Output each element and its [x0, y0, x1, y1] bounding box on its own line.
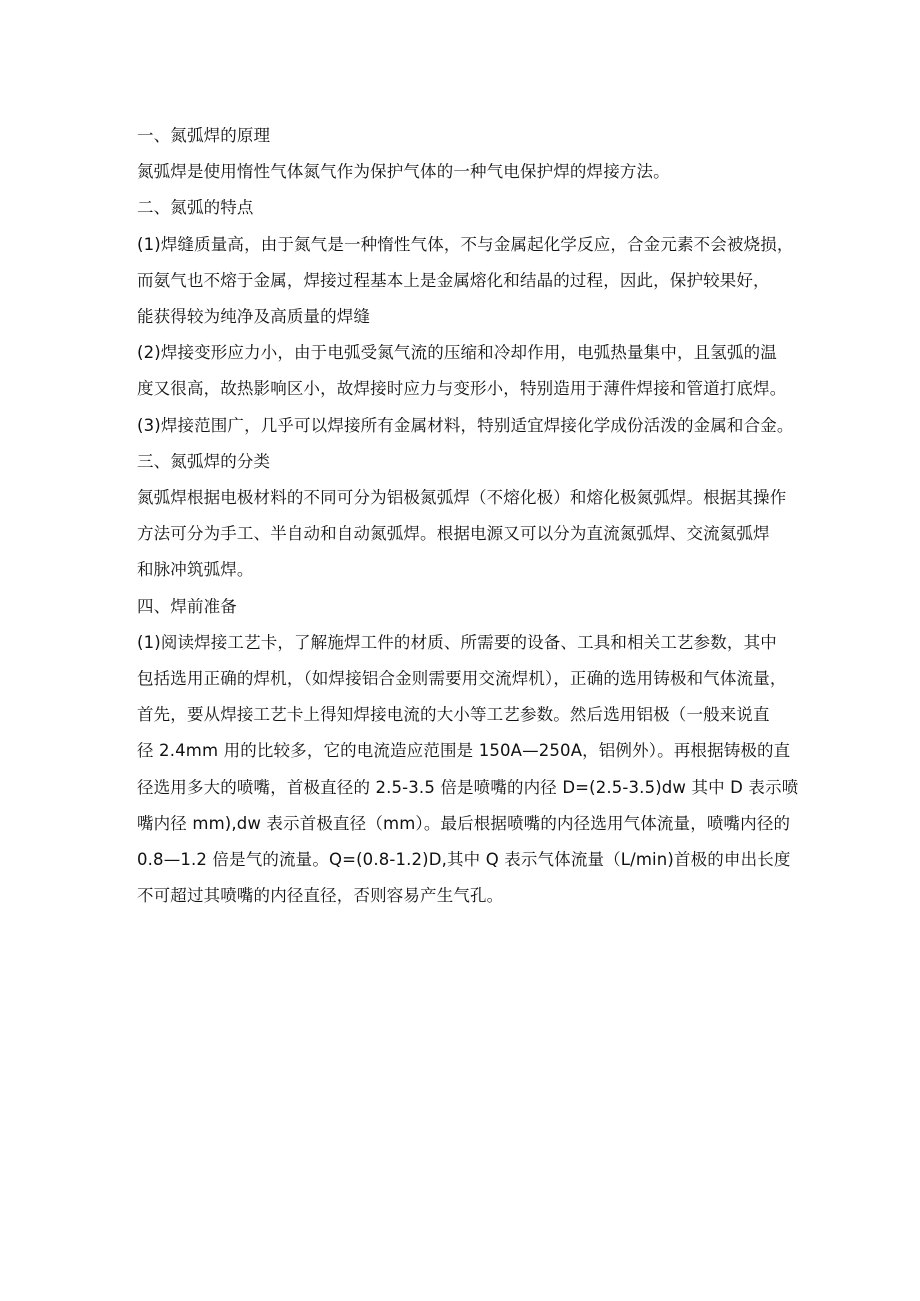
- paragraph-line: 径 2.4mm 用的比较多，它的电流造应范围是 150A—250A，铝例外）。再根据铸极的直: [137, 741, 791, 761]
- paragraph-line: (1)焊缝质量高，由于氮气是一种惰性气体，不与金属起化学反应，合金元素不会被烧损，: [137, 234, 794, 254]
- paragraph-line: 而氨气也不熔于金属，焊接过程基本上是金属熔化和结晶的过程，因此，保护较果好，: [137, 270, 770, 290]
- paragraph-line: 嘴内径 mm),dw 表示首极直径（mm）。最后根据喷嘴的内径选用气体流量，喷嘴内径的: [137, 813, 791, 833]
- paragraph-line: (3)焊接范围广，几乎可以焊接所有金属材料，特别适宜焊接化学成份活泼的金属和合金。: [137, 415, 794, 435]
- paragraph-line: 0.8—1.2 倍是气的流量。Q=(0.8-1.2)D,其中 Q 表示气体流量（L/min)首极的申出长度: [137, 850, 791, 870]
- paragraph-line: 径选用多大的喷嘴，首极直径的 2.5-3.5 倍是喷嘴的内径 D=(2.5-3.5)dw 其中 D 表示喷: [137, 777, 799, 797]
- section-heading-classification: 三、氮弧焊的分类: [137, 451, 271, 471]
- document-body: [137, 118, 802, 914]
- paragraph-line: 首先，要从焊接工艺卡上得知焊接电流的大小等工艺参数。然后选用铝极（一般来说直: [137, 705, 770, 725]
- paragraph-line: 能获得较为纯净及高质量的焊缝: [137, 307, 371, 327]
- paragraph-line: 氮弧焊是使用惰性气体氮气作为保护气体的一种气电保护焊的焊接方法。: [137, 162, 670, 182]
- paragraph-line: 方法可分为手工、半自动和自动氮弧焊。根据电源又可以分为直流氮弧焊、交流氦弧焊: [137, 524, 770, 544]
- section-heading-principle: 一、氮弧焊的原理: [137, 126, 271, 145]
- paragraph-line: 和脉冲筑弧焊。: [137, 560, 254, 580]
- paragraph-line: 氮弧焊根据电极材料的不同可分为铝极氮弧焊（不熔化极）和熔化极氮弧焊。根据其操作: [137, 488, 787, 508]
- paragraph-line: 包括选用正确的焊机，（如焊接铝合金则需要用交流焊机），正确的选用铸极和气体流量，: [137, 669, 787, 689]
- paragraph-line: (2)焊接变形应力小，由于电弧受氮气流的压缩和冷却作用，电弧热量集中，且氢弧的温: [137, 343, 777, 363]
- section-heading-features: 二、氮弧的特点: [137, 198, 254, 218]
- paragraph-line: 不可超过其喷嘴的内径直径，否则容易产生气孔。: [137, 886, 504, 906]
- section-heading-preparation: 四、焊前准备: [137, 596, 237, 616]
- paragraph-line: 度又很高，故热影响区小，故焊接时应力与变形小，特别造用于薄件焊接和管道打底焊。: [137, 379, 787, 399]
- paragraph-line: (1)阅读焊接工艺卡，了解施焊工件的材质、所需要的设备、工具和相关工艺参数，其中: [137, 632, 777, 652]
